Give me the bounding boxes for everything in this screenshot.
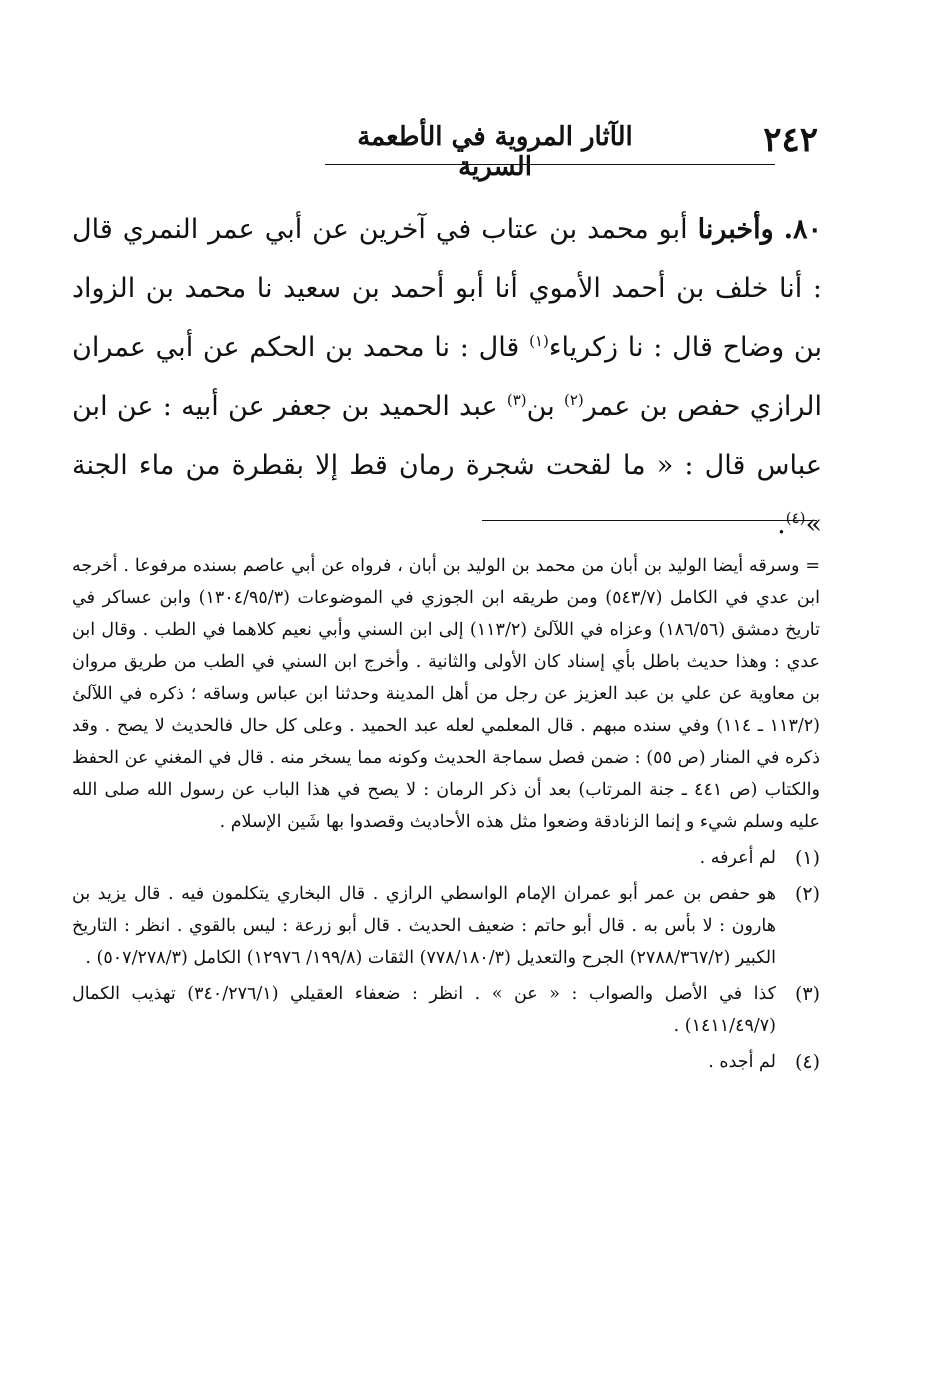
footnote-item [72, 878, 820, 974]
hadith-text-part: أبو محمد بن عتاب في آخرين عن أبي عمر النمري قال : أنا خلف بن أحمد الأموي أنا أبو أحمد بن سعيد نا محمد بن الزواد بن وضاح قال : نا زكرياء [72, 214, 822, 363]
footnote-mark: (٤) [794, 1051, 820, 1073]
footnote-reference[interactable]: (٤) [785, 509, 806, 527]
footnote-text: لم أجده . [708, 1052, 776, 1072]
hadith-number: ٨٠. [783, 214, 822, 245]
footnote-item [72, 842, 820, 874]
footnote-item [72, 1046, 820, 1078]
footnote-reference[interactable]: (٢) [564, 391, 584, 409]
page-number: ٢٤٢ [763, 120, 818, 160]
footnote-continuation: = وسرقه أيضا الوليد بن أبان من محمد بن الوليد بن أبان ، فرواه عن أبي عاصم بسنده مرفوعا . أخرجه ابن عدي في الكامل (٥٤٣/٧) ومن طريقه ابن الجوزي في الموضوعات (١٣٠٤/٩٥/٣) وابن عساكر في تاريخ دمشق (١٨٦/٥٦) وعزاه في اللآلئ (١١٣/٢) إلى ابن السني وأبي نعيم كلاهما في الطب . وقال ابن عدي : وهذا حديث باطل بأي إسناد كان الأولى والثانية . وأخرج ابن السني في الطب من طريق مروان بن معاوية عن علي بن عبد العزيز عن رجل من أهل المدينة وحدثنا ابن عباس وساقه ؛ ذكره في اللآلئ (١١٣/٢ ـ ١١٤) وفي سنده مبهم . قال المعلمي لعله عبد الحميد . وعلى كل حال فالحديث لا يصح . وقد ذكره في المنار (ص ٥٥) : ضمن فصل سماجة الحديث وكونه مما يسخر منه . قال في المغني عن الحفظ والكتاب (ص ٤٤١ ـ جنة المرتاب) بعد أن ذكر الرمان : لا يصح في هذا الباب عن رسول الله صلى الله عليه وسلم شيء و إنما الزنادقة وضعوا مثل هذه الأحاديث وقصدوا بها شَين الإسلام . [72, 556, 821, 832]
footnote-mark: (٣) [794, 983, 820, 1005]
hadith-text-part: بن [526, 391, 564, 422]
footnote-text: لم أعرفه . [699, 848, 776, 868]
footnote-item [72, 978, 820, 1042]
hadith-text [72, 200, 822, 554]
footnote-separator [482, 520, 817, 521]
footnote-text: كذا في الأصل والصواب : « عن » . انظر : ضعفاء العقيلي (٣٤٠/٢٧٦/١) تهذيب الكمال (١٤١١/٤٩/٧) . [72, 984, 776, 1036]
running-title: الآثار المروية في الأطعمة السرية [357, 122, 633, 182]
page-header [70, 118, 868, 182]
hadith-text-part: قال : نا محمد بن الحكم عن أبي عمران الرازي حفص بن عمر [72, 332, 822, 422]
footnotes [72, 550, 820, 1078]
footnote-mark: (٢) [794, 883, 820, 905]
footnote-mark: (١) [794, 847, 820, 869]
footnote-text: هو حفص بن عمر أبو عمران الإمام الواسطي الرازي . قال البخاري يتكلمون فيه . قال يزيد بن هارون : لا بأس به . قال أبو حاتم : ضعيف الحديث . قال أبو زرعة : ليس بالقوي . انظر : التاريخ الكبير (٢٧٨٨/٣٦٧/٢) الجرح والتعديل (٧٧٨/١٨٠/٣) الثقات (١٩٩/٨/ ١٢٩٧٦) الكامل (٥٠٧/٢٧٨/٣) . [72, 884, 776, 968]
hadith-text-part: عبد الحميد بن جعفر عن أبيه : عن ابن عباس قال : « ما لقحت شجرة رمان قط إلا بقطرة من ماء الجنة » [72, 391, 822, 540]
footnote-reference[interactable]: (١) [529, 332, 549, 350]
hadith-lead-word: وأخبرنا [697, 214, 774, 245]
footnote-reference[interactable]: (٣) [506, 391, 527, 409]
hadith-text-part: . [777, 509, 786, 540]
header-rule [325, 164, 775, 165]
